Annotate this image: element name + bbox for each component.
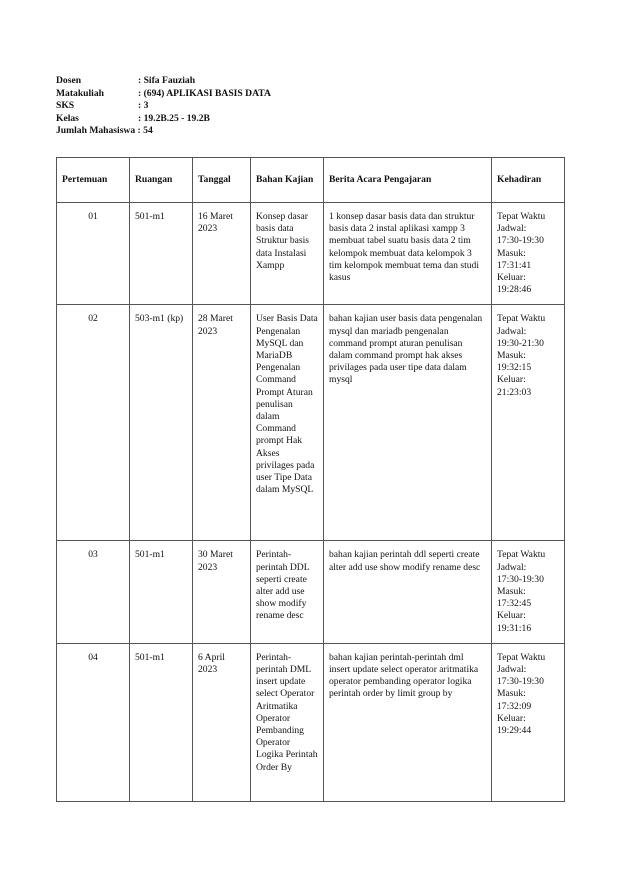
- sks-label: SKS: [56, 100, 75, 112]
- kehadiran-keluar-value: 21:23:03: [497, 386, 532, 398]
- kehadiran-status: Tepat Waktu: [497, 651, 546, 663]
- dosen-label: Dosen: [56, 75, 82, 86]
- tanggal-cell: 30 Maret 2023: [193, 541, 251, 643]
- kehadiran-masuk-value: 19:32:15: [497, 362, 532, 374]
- kehadiran-keluar-label: Keluar:: [497, 610, 526, 622]
- bahan-kajian-cell: User Basis Data Pengenalan MySQL dan MariaDB Pengenalan Command Prompt Aturan penulisan dalam Command prompt Hak Akses privilages pada user Tipe Data dalam MySQL: [251, 305, 324, 541]
- kehadiran-masuk-label: Masuk:: [497, 350, 526, 362]
- attendance-table: [56, 157, 565, 802]
- kehadiran-masuk-label: Masuk:: [497, 247, 526, 259]
- ruangan-cell: 501-m1: [130, 643, 193, 801]
- tanggal-cell: 16 Maret 2023: [193, 203, 251, 305]
- kehadiran-cell: [492, 203, 565, 305]
- tanggal-cell: 6 April 2023: [193, 643, 251, 801]
- kehadiran-cell: [492, 541, 565, 643]
- kehadiran-jadwal-label: Jadwal:: [497, 664, 527, 676]
- berita-acara-cell: bahan kajian perintah ddl seperti create alter add use show modify rename desc: [324, 541, 492, 643]
- column-header: Pertemuan: [57, 158, 130, 203]
- kehadiran-keluar-value: 19:31:16: [497, 622, 532, 634]
- ruangan-cell: 501-m1: [130, 541, 193, 643]
- sks-value: : 3: [138, 100, 149, 112]
- kehadiran-cell: [492, 643, 565, 801]
- jumlah-mahasiswa-text: Jumlah Mahasiswa : 54: [56, 125, 153, 137]
- bahan-kajian-cell: Konsep dasar basis data Struktur basis data Instalasi Xampp: [251, 203, 324, 305]
- pertemuan-cell: 02: [57, 305, 130, 541]
- tanggal-cell: 28 Maret 2023: [193, 305, 251, 541]
- kehadiran-masuk-value: 17:32:09: [497, 700, 532, 712]
- kehadiran-jadwal-value: 17:30-19:30: [497, 573, 544, 585]
- ruangan-cell: 501-m1: [130, 203, 193, 305]
- column-header: Kehadiran: [492, 158, 565, 203]
- kehadiran-jadwal-label: Jadwal:: [497, 325, 527, 337]
- kehadiran-cell: [492, 305, 565, 541]
- column-header: Berita Acara Pengajaran: [324, 158, 492, 203]
- kehadiran-jadwal-value: 17:30-19:30: [497, 235, 544, 247]
- table-header-row: [57, 158, 565, 203]
- kehadiran-masuk-label: Masuk:: [497, 688, 526, 700]
- kehadiran-keluar-label: Keluar:: [497, 374, 526, 386]
- table-row: [57, 203, 565, 305]
- kelas-label: Kelas: [56, 112, 79, 124]
- column-header: Ruangan: [130, 158, 193, 203]
- pertemuan-cell: 04: [57, 643, 130, 801]
- kehadiran-masuk-label: Masuk:: [497, 586, 526, 598]
- ruangan-cell: 503-m1 (kp): [130, 305, 193, 541]
- berita-acara-cell: bahan kajian user basis data pengenalan mysql dan mariadb pengenalan command prompt aturan penulisan dalam command prompt hak akses privilages pada user tipe data dalam mysql: [324, 305, 492, 541]
- pertemuan-cell: 03: [57, 541, 130, 643]
- kehadiran-status: Tepat Waktu: [497, 313, 546, 325]
- kelas-row: [56, 113, 271, 126]
- matakuliah-row: [56, 88, 271, 101]
- kehadiran-jadwal-value: 17:30-19:30: [497, 676, 544, 688]
- bahan-kajian-cell: Perintah-perintah DML insert update select Operator Aritmatika Operator Pembanding Operator Logika Perintah Order By: [251, 643, 324, 801]
- kehadiran-keluar-value: 19:29:44: [497, 725, 532, 737]
- pertemuan-cell: 01: [57, 203, 130, 305]
- table-row: [57, 305, 565, 541]
- berita-acara-cell: bahan kajian perintah-perintah dml insert update select operator aritmatika operator pembanding operator logika perintah order by limit group by: [324, 643, 492, 801]
- table-row: [57, 541, 565, 643]
- dosen-row: [56, 75, 271, 88]
- kehadiran-keluar-label: Keluar:: [497, 272, 526, 284]
- kehadiran-masuk-value: 17:31:41: [497, 259, 532, 271]
- column-header: Tanggal: [193, 158, 251, 203]
- kehadiran-keluar-value: 19:28:46: [497, 284, 532, 296]
- kelas-value: : 19.2B.25 - 19.2B: [138, 112, 210, 124]
- column-header: Bahan Kajian: [251, 158, 324, 203]
- matakuliah-label: Matakuliah: [56, 87, 104, 99]
- kehadiran-jadwal-label: Jadwal:: [497, 561, 527, 573]
- table-row: [57, 643, 565, 801]
- matakuliah-value: : (694) APLIKASI BASIS DATA: [138, 87, 271, 99]
- kehadiran-jadwal-value: 19:30-21:30: [497, 337, 544, 349]
- kehadiran-masuk-value: 17:32:45: [497, 598, 532, 610]
- dosen-value: : Sifa Fauziah: [138, 75, 196, 86]
- kehadiran-jadwal-label: Jadwal:: [497, 223, 527, 235]
- sks-row: [56, 100, 271, 113]
- berita-acara-cell: 1 konsep dasar basis data dan struktur basis data 2 instal aplikasi xampp 3 membuat tabel suatu basis data 2 tim kelompok membuat data kelompok 3 tim kelompok membuat tema dan studi kasus: [324, 203, 492, 305]
- kehadiran-keluar-label: Keluar:: [497, 712, 526, 724]
- document-header: [56, 75, 271, 138]
- jumlah-row: [56, 125, 271, 138]
- kehadiran-status: Tepat Waktu: [497, 549, 546, 561]
- kehadiran-status: Tepat Waktu: [497, 211, 546, 222]
- bahan-kajian-cell: Perintah-perintah DDL seperti create alter add use show modify rename desc: [251, 541, 324, 643]
